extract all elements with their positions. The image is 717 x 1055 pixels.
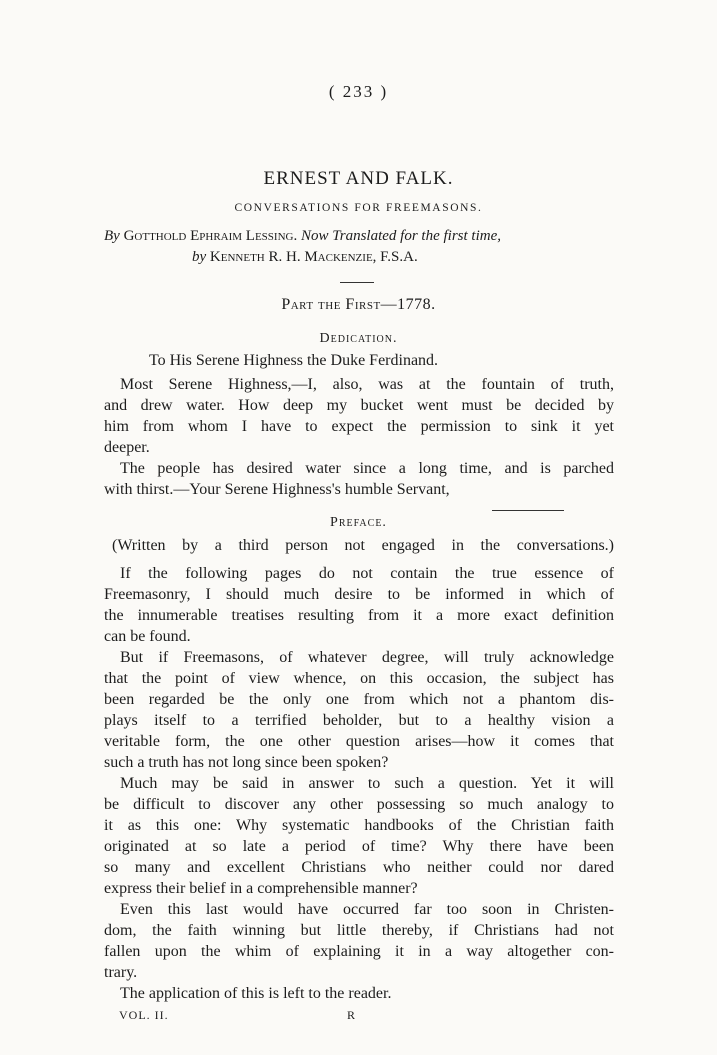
preface-line: that the point of view whence, on this occasion, the subject has bbox=[104, 670, 614, 687]
byline-line-2 bbox=[104, 247, 624, 268]
preface-line: express their belief in a comprehensible manner? bbox=[104, 880, 418, 897]
page-footer bbox=[119, 1008, 369, 1023]
dedication-line: Most Serene Highness,—I, also, was at the fountain of truth, bbox=[120, 376, 614, 393]
preface-line: plays itself to a terrified beholder, but to a healthy vision a bbox=[104, 712, 614, 729]
dedication-line: him from whom I have to expect the permission to sink it yet bbox=[104, 418, 614, 435]
dedication-line: deeper. bbox=[104, 439, 150, 456]
preface-line: veritable form, the one other question arises—how it comes that bbox=[104, 733, 614, 750]
preface-line: it as this one: Why systematic handbooks of the Christian faith bbox=[104, 817, 614, 834]
dedication-address: To His Serene Highness the Duke Ferdinand. bbox=[149, 352, 439, 369]
byline-by: By bbox=[104, 228, 120, 244]
preface-line: dom, the faith winning but little thereby, if Christians had not bbox=[104, 922, 614, 939]
preface-line: The application of this is left to the reader. bbox=[120, 985, 392, 1002]
subtitle: CONVERSATIONS FOR FREEMASONS. bbox=[234, 202, 483, 214]
preface-line: Freemasonry, I should much desire to be informed in which of bbox=[104, 586, 614, 603]
page-title: ERNEST AND FALK. bbox=[263, 168, 454, 189]
byline-by-2: by bbox=[192, 249, 207, 265]
dedication-line: The people has desired water since a long time, and is parched bbox=[120, 460, 614, 477]
preface-line: Much may be said in answer to such a question. Yet it will bbox=[120, 775, 614, 792]
byline-line-1 bbox=[104, 228, 501, 244]
dedication-line: with thirst.—Your Serene Highness's humble Servant, bbox=[104, 481, 450, 498]
preface-line: so many and excellent Christians who neither could nor dared bbox=[104, 859, 614, 876]
preface-line: But if Freemasons, of whatever degree, will truly acknowledge bbox=[120, 649, 614, 666]
preface-line: be difficult to discover any other possessing so much analogy to bbox=[104, 796, 614, 813]
preface-line: the innumerable treatises resulting from it a more exact definition bbox=[104, 607, 614, 624]
part-heading: Part the First—1778. bbox=[281, 296, 436, 313]
signature-rule bbox=[492, 510, 564, 511]
translation-note: Now Translated for the first time, bbox=[300, 228, 501, 244]
volume-label: VOL. II. bbox=[119, 1008, 169, 1022]
dedication-line: and drew water. How deep my bucket went must be decided by bbox=[104, 397, 614, 414]
preface-line: fallen upon the whim of explaining it in a way altogether con- bbox=[104, 943, 614, 960]
preface-line: If the following pages do not contain the true essence of bbox=[120, 565, 614, 582]
page-number: ( 233 ) bbox=[328, 82, 389, 101]
preface-line: been regarded be the only one from which not a phantom dis- bbox=[104, 691, 614, 708]
signature-mark: R bbox=[347, 1008, 357, 1022]
dedication-heading: Dedication. bbox=[319, 331, 398, 346]
preface-line: Even this last would have occurred far too soon in Christen- bbox=[120, 901, 614, 918]
preface-line: originated at so late a period of time? Why there have been bbox=[104, 838, 614, 855]
translator-name: Kenneth R. H. Mackenzie, F.S.A. bbox=[209, 249, 418, 265]
preface-line: trary. bbox=[104, 964, 138, 981]
preface-note: (Written by a third person not engaged in the conversations.) bbox=[112, 537, 614, 554]
byline bbox=[104, 226, 624, 268]
author-name: Gotthold Ephraim Lessing. bbox=[123, 228, 298, 244]
preface-line: can be found. bbox=[104, 628, 191, 645]
preface-line: such a truth has not long since been spoken? bbox=[104, 754, 389, 771]
preface-heading: Preface. bbox=[330, 515, 387, 530]
short-rule bbox=[340, 282, 374, 283]
